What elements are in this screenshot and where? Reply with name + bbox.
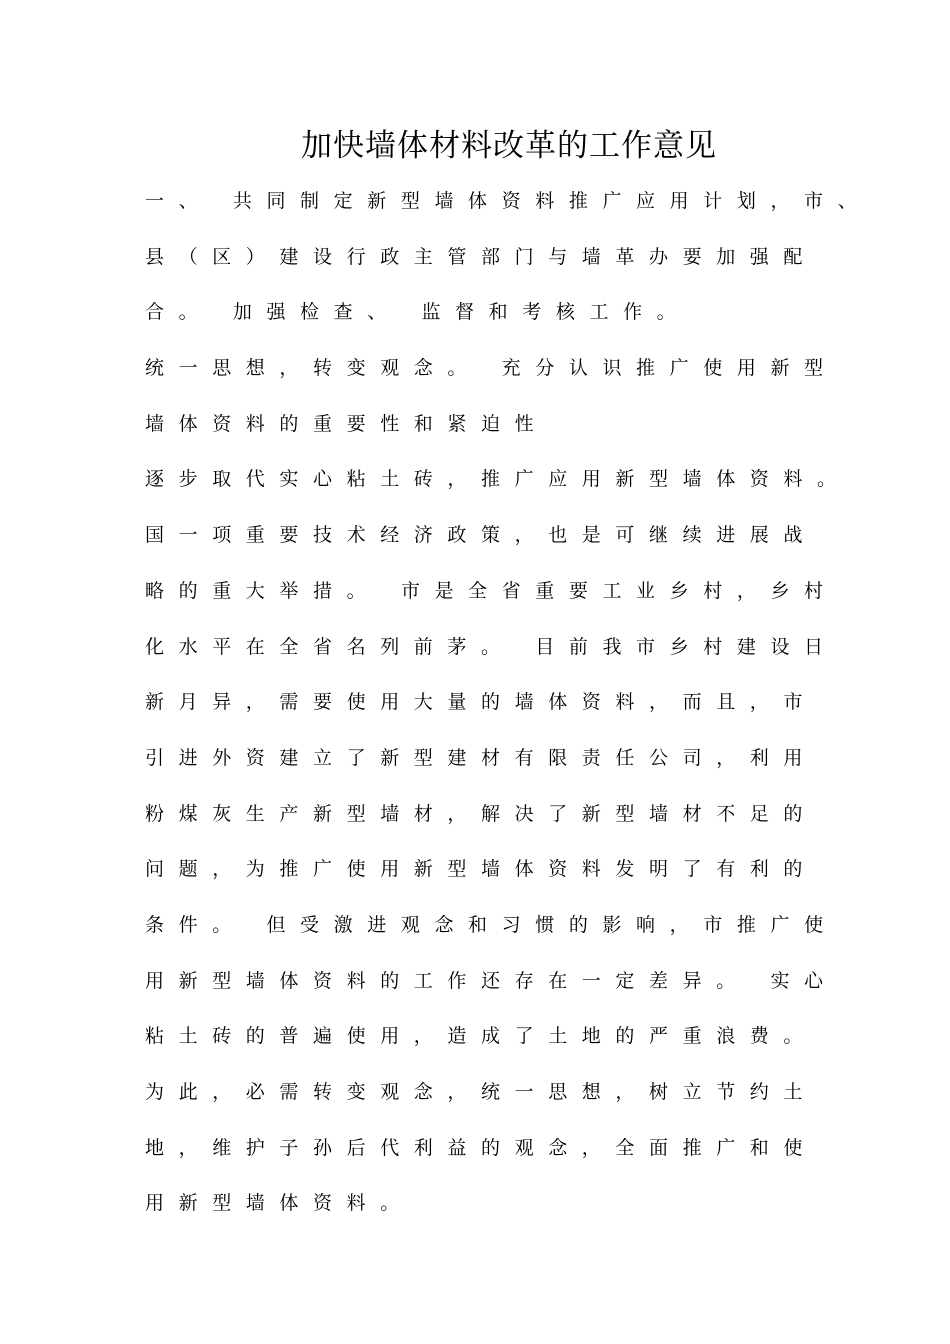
body-line: 用新型墙体资料。 bbox=[145, 1192, 414, 1215]
body-line: 一、 共同制定新型墙体资料推广应用计划，市、 bbox=[145, 190, 872, 212]
body-line: 问题，为推广使用新型墙体资料发明了有利的 bbox=[145, 858, 818, 881]
body-line: 逐步取代实心粘土砖，推广应用新型墙体资料。 bbox=[145, 468, 851, 491]
body-line: 粉煤灰生产新型墙材，解决了新型墙材不足的 bbox=[145, 802, 818, 825]
body-line: 用新型墙体资料的工作还存在一定差异。 实心 bbox=[145, 969, 838, 992]
body-line: 粘土砖的普遍使用，造成了土地的严重浪费。 bbox=[145, 1025, 818, 1048]
body-line: 国一项重要技术经济政策，也是可继续进展战 bbox=[145, 524, 818, 547]
document-title: 加快墙体材料改革的工作意见 bbox=[301, 128, 717, 164]
document-body bbox=[145, 179, 872, 1237]
body-line: 地，维护子孙后代利益的观念，全面推广和使 bbox=[145, 1136, 818, 1159]
body-line: 县（区）建设行政主管部门与墙革办要加强配 bbox=[145, 245, 818, 268]
body-line: 统一思想，转变观念。 充分认识推广使用新型 bbox=[145, 357, 838, 380]
body-line: 合。 加强检查、 监督和考核工作。 bbox=[145, 301, 691, 324]
body-line: 略的重大举措。 市是全省重要工业乡村，乡村 bbox=[145, 579, 838, 602]
body-line: 墙体资料的重要性和紧迫性 bbox=[145, 412, 549, 435]
body-line: 引进外资建立了新型建材有限责任公司，利用 bbox=[145, 746, 818, 769]
body-line: 化水平在全省名列前茅。 目前我市乡村建设日 bbox=[145, 635, 838, 658]
body-line: 条件。 但受激进观念和习惯的影响，市推广使 bbox=[145, 913, 838, 936]
body-line: 为此，必需转变观念，统一思想，树立节约土 bbox=[145, 1081, 818, 1103]
body-line: 新月异，需要使用大量的墙体资料，而且，市 bbox=[145, 691, 818, 714]
